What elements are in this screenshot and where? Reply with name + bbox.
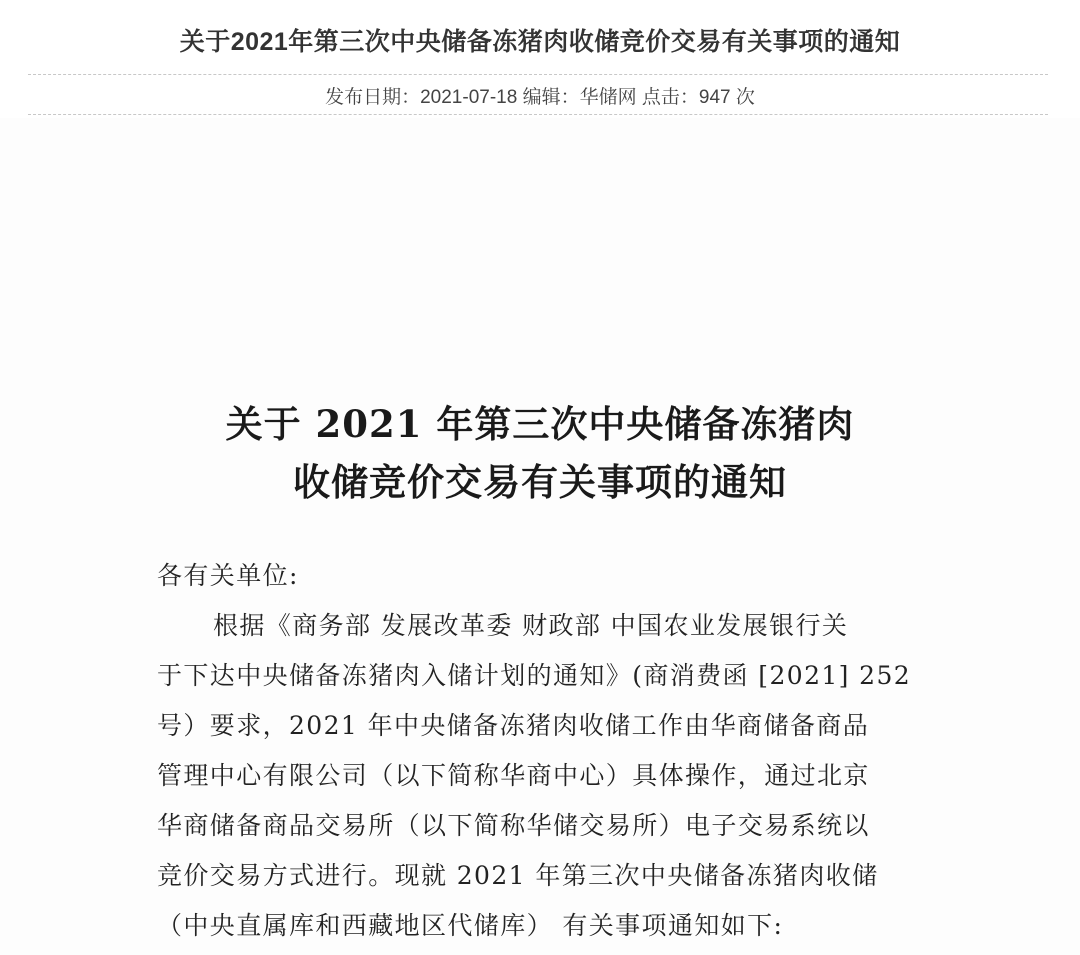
salutation: 各有关单位: xyxy=(157,561,299,590)
document-title-line: 关于 2021 年第三次中央储备冻猪肉 xyxy=(225,402,855,446)
paragraph-line: （中央直属库和西藏地区代储库） 有关事项通知如下: xyxy=(157,911,784,940)
title-divider xyxy=(28,74,1048,75)
publish-date-value: 2021-07-18 xyxy=(420,87,518,108)
scanned-document xyxy=(0,118,1080,955)
paragraph-line: 于下达中央储备冻猪肉入储计划的通知》(商消费函 [2021] 252 xyxy=(157,661,912,690)
paragraph-line: 号）要求，2021 年中央储备冻猪肉收储工作由华商储备商品 xyxy=(157,711,870,740)
click-count-label: 点击： xyxy=(641,87,699,108)
article-meta xyxy=(0,82,1080,109)
paragraph-line: 根据《商务部 发展改革委 财政部 中国农业发展银行关 xyxy=(213,611,849,640)
editor-label: 编辑： xyxy=(522,87,580,108)
editor-value: 华储网 xyxy=(579,87,637,108)
article-header xyxy=(0,0,1080,118)
paragraph-line: 管理中心有限公司（以下简称华商中心）具体操作，通过北京 xyxy=(157,761,870,790)
article-title: 关于2021年第三次中央储备冻猪肉收储竞价交易有关事项的通知 xyxy=(179,28,901,56)
meta-divider xyxy=(28,114,1048,115)
click-count-unit: 次 xyxy=(735,87,755,108)
publish-date-label: 发布日期： xyxy=(325,87,421,108)
paragraph-line: 华商储备商品交易所（以下简称华储交易所）电子交易系统以 xyxy=(157,811,870,840)
document-title-line: 收储竞价交易有关事项的通知 xyxy=(293,460,787,504)
click-count-value: 947 xyxy=(698,87,731,108)
paragraph-line: 竞价交易方式进行。现就 2021 年第三次中央储备冻猪肉收储 xyxy=(157,861,879,890)
